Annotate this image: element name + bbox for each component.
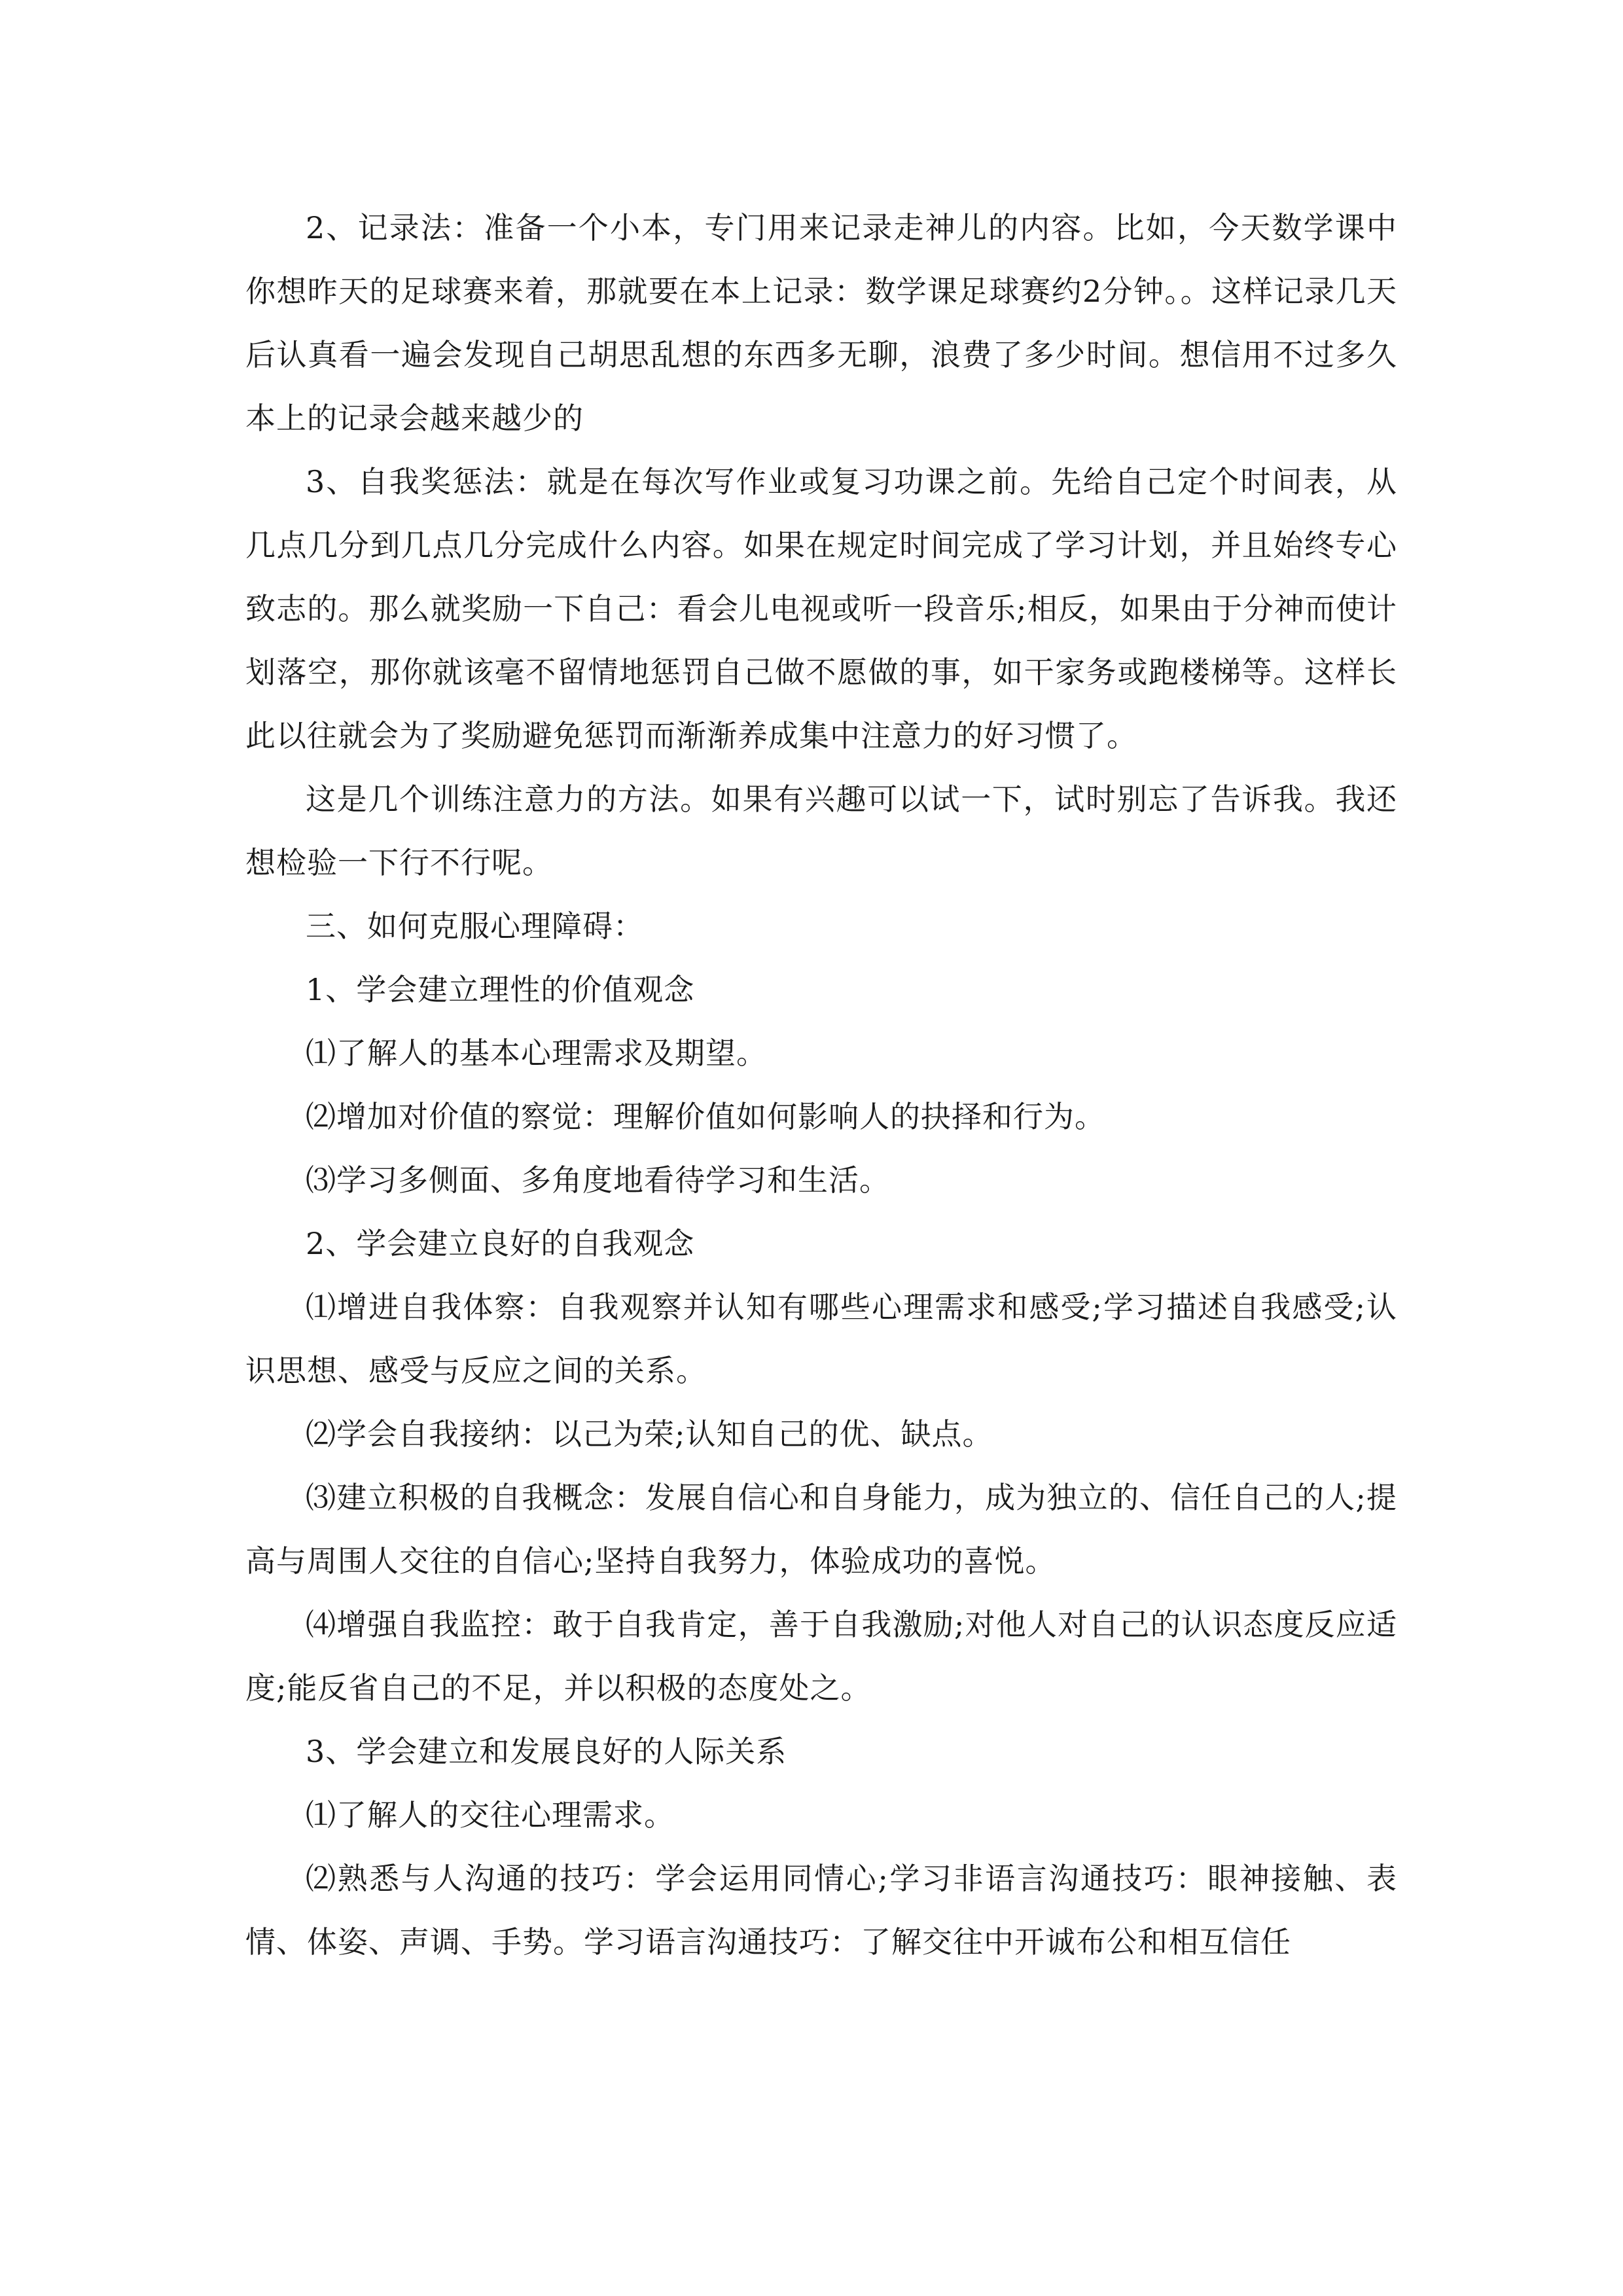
paragraph-recording-method: 2、记录法：准备一个小本，专门用来记录走神儿的内容。比如，今天数学课中你想昨天的足球赛来着，那就要在本上记录：数学课足球赛约2分钟。。这样记录几天后认真看一遍会发现自己胡思乱想的东西多无聊，浪费了多少时间。想信用不过多久本上的记录会越来越少的 — [245, 210, 1397, 436]
paragraph-attention-summary: 这是几个训练注意力的方法。如果有兴趣可以试一下，试时别忘了告诉我。我还想检验一下行不行呢。 — [245, 781, 1397, 880]
subheading-rational-values: 1、学会建立理性的价值观念 — [306, 972, 695, 1007]
list-item: ⑷增强自我监控：敢于自我肯定，善于自我激励;对他人对自己的认识态度反应适度;能反省自己的不足，并以积极的态度处之。 — [245, 1607, 1397, 1706]
subheading-self-concept: 2、学会建立良好的自我观念 — [306, 1226, 695, 1261]
document-body — [245, 196, 1397, 1974]
list-item: ⑴了解人的基本心理需求及期望。 — [306, 1035, 767, 1071]
list-item: ⑶学习多侧面、多角度地看待学习和生活。 — [306, 1162, 890, 1198]
list-item: ⑶建立积极的自我概念：发展自信心和自身能力，成为独立的、信任自己的人;提高与周围人交往的自信心;坚持自我努力，体验成功的喜悦。 — [245, 1480, 1397, 1579]
paragraph-self-reward-method: 3、自我奖惩法：就是在每次写作业或复习功课之前。先给自己定个时间表，从几点几分到几点几分完成什么内容。如果在规定时间完成了学习计划，并且始终专心致志的。那么就奖励一下自己：看会儿电视或听一段音乐;相反，如果由于分神而使计划落空，那你就该毫不留情地惩罚自己做不愿做的事，如干家务或跑楼梯等。这样长此以往就会为了奖励避免惩罚而渐渐养成集中注意力的好习惯了。 — [245, 464, 1397, 753]
list-item: ⑵学会自我接纳：以己为荣;认知自己的优、缺点。 — [306, 1416, 993, 1452]
list-item: ⑵熟悉与人沟通的技巧：学会运用同情心;学习非语言沟通技巧：眼神接触、表情、体姿、声调、手势。学习语言沟通技巧：了解交往中开诚布公和相互信任 — [245, 1861, 1397, 1960]
subheading-interpersonal-relations: 3、学会建立和发展良好的人际关系 — [306, 1734, 787, 1769]
section-heading-psychological-barriers: 三、如何克服心理障碍： — [306, 908, 644, 944]
list-item: ⑵增加对价值的察觉：理解价值如何影响人的抉择和行为。 — [306, 1099, 1105, 1134]
list-item: ⑴增进自我体察：自我观察并认知有哪些心理需求和感受;学习描述自我感受;认识思想、感受与反应之间的关系。 — [245, 1289, 1397, 1388]
list-item: ⑴了解人的交往心理需求。 — [306, 1797, 675, 1833]
